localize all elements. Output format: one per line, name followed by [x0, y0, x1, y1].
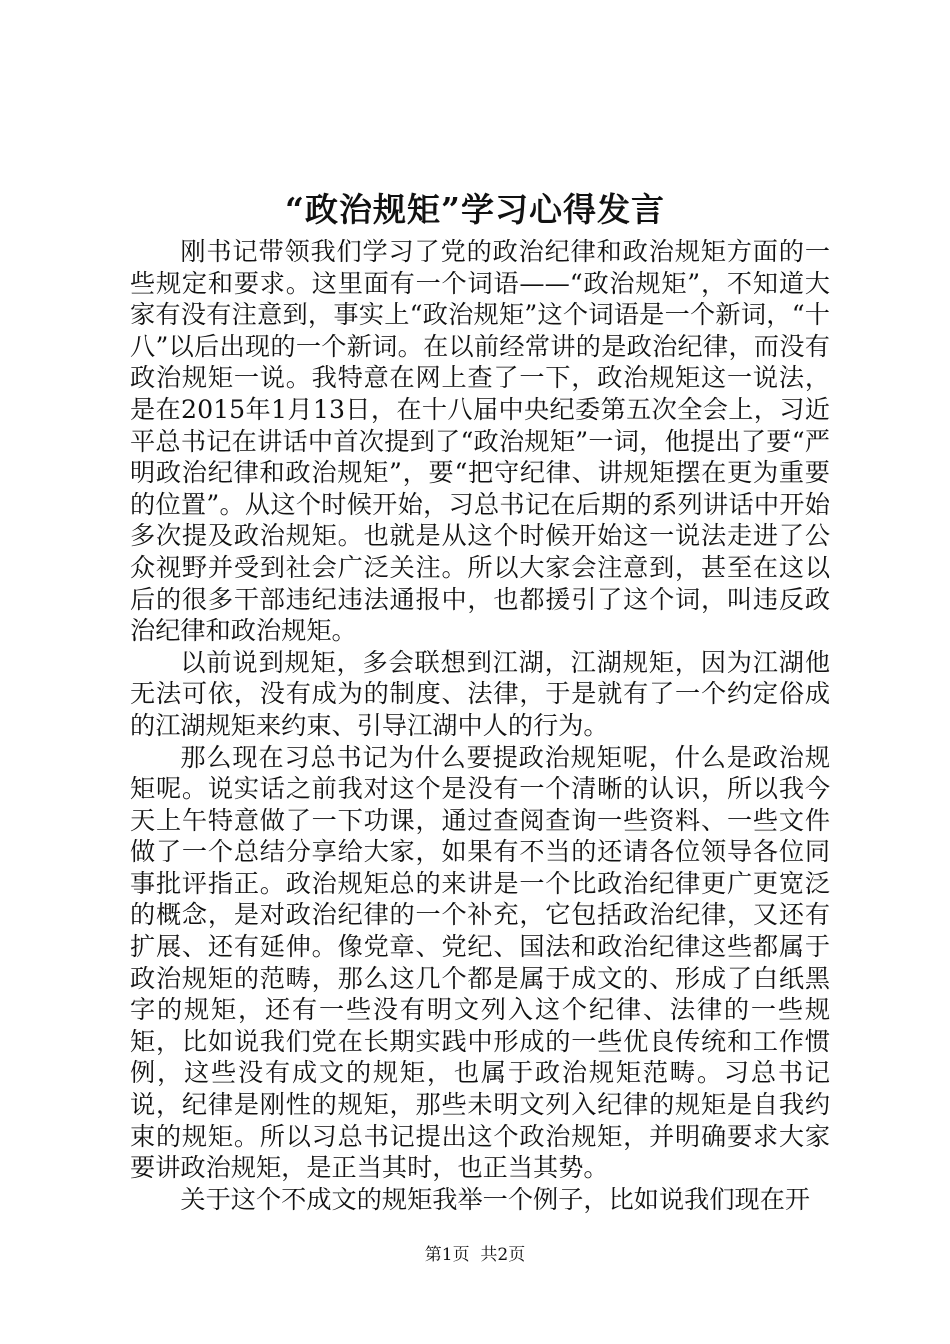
page-number: 第1页 — [424, 1245, 470, 1265]
paragraph-4: 关于这个不成文的规矩我举一个例子，比如说我们现在开 — [180, 1184, 811, 1214]
paragraph-1: 刚书记带领我们学习了党的政治纪律和政治规矩方面的一些规定和要求。这里面有一个词语——“政治规矩”，不知道大家有没有注意到，事实上“政治规矩”这个词语是一个新词，“十八”以后出现的一个新词。在以前经常讲的是政治纪律，而没有政治规矩一说。我特意在网上查了一下，政治规矩这一说法，是在2015年1月13日，在十八届中央纪委第五次全会上，习近平总书记在讲话中首次提到了“政治规矩”一词，他提出了要“严明政治纪律和政治规矩”，要“把守纪律、讲规矩摆在更为重要的位置”。从这个时候开始，习总书记在后期的系列讲话中开始多次提及政治规矩。也就是从这个时候开始这一说法走进了公众视野并受到社会广泛关注。所以大家会注意到，甚至在这以后的很多干部违纪违法通报中，也都援引了这个词，叫违反政治纪律和政治规矩。 — [130, 237, 830, 646]
page-total: 共2页 — [480, 1245, 526, 1265]
paragraph-2: 以前说到规矩，多会联想到江湖，江湖规矩，因为江湖他无法可依，没有成为的制度、法律，于是就有了一个约定俗成的江湖规矩来约束、引导江湖中人的行为。 — [130, 647, 830, 740]
paragraph-3: 那么现在习总书记为什么要提政治规矩呢，什么是政治规矩呢。说实话之前我对这个是没有一个清晰的认识，所以我今天上午特意做了一下功课，通过查阅查询一些资料、一些文件做了一个总结分享给大家，如果有不当的还请各位领导各位同事批评指正。政治规矩总的来讲是一个比政治纪律更广更宽泛的概念，是对政治纪律的一个补充，它包括政治纪律，又还有扩展、还有延伸。像党章、党纪、国法和政治纪律这些都属于政治规矩的范畴，那么这几个都是属于成文的、形成了白纸黑字的规矩，还有一些没有明文列入这个纪律、法律的一些规矩，比如说我们党在长期实践中形成的一些优良传统和工作惯例，这些没有成文的规矩，也属于政治规矩范畴。习总书记说，纪律是刚性的规矩，那些未明文列入纪律的规矩是自我约束的规矩。所以习总书记提出这个政治规矩，并明确要求大家要讲政治规矩，是正当其时，也正当其势。 — [130, 742, 830, 1183]
document-title: “政治规矩”学习心得发言 — [285, 190, 665, 229]
page-footer — [0, 1243, 950, 1267]
document-body — [130, 236, 830, 1215]
